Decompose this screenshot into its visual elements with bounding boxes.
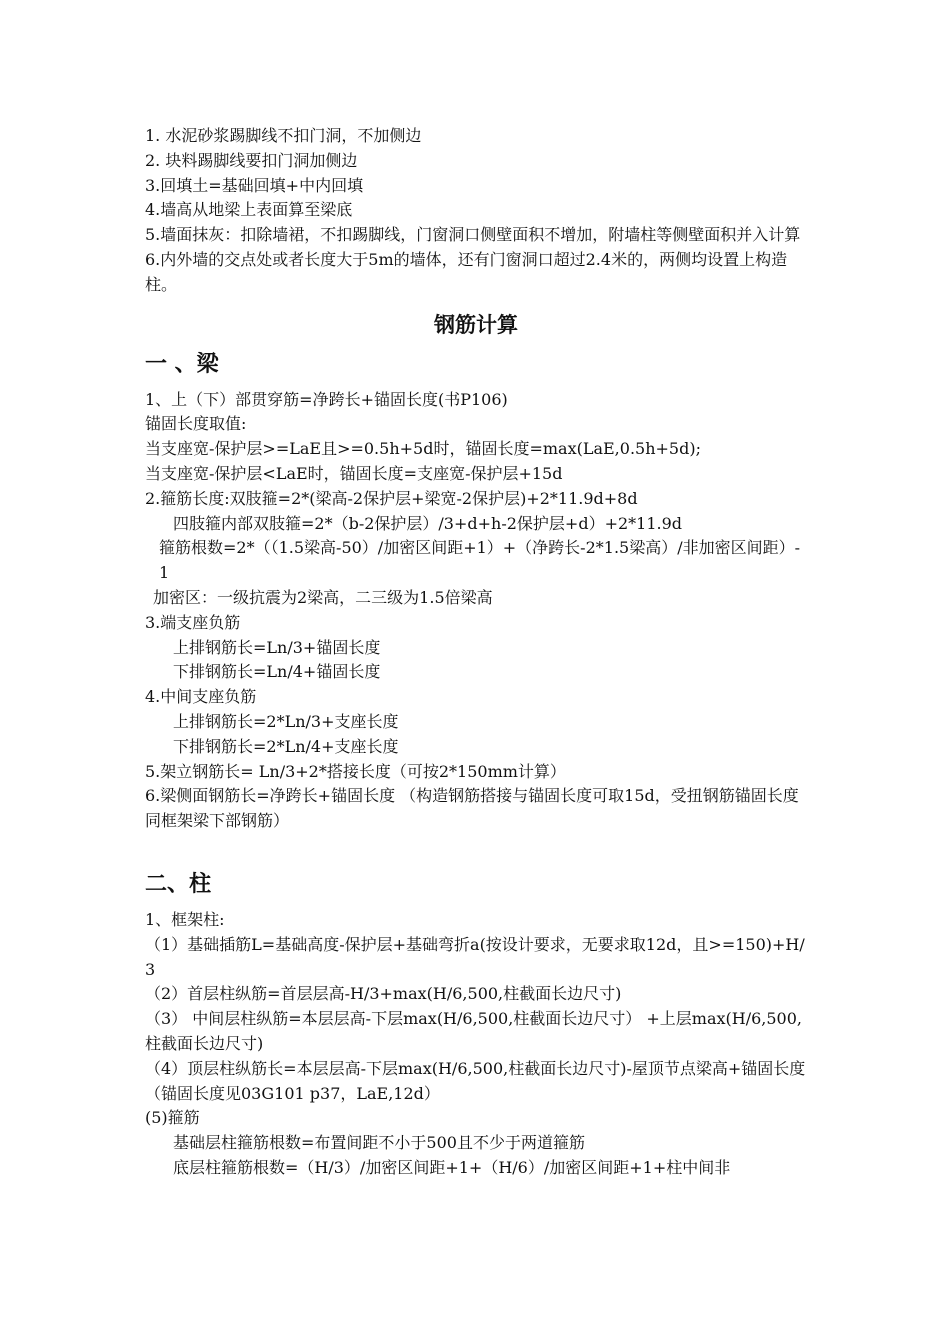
document-title: 钢筋计算	[434, 312, 518, 337]
column-line: 1、框架柱:	[145, 909, 225, 929]
beam-line: 加密区：一级抗震为2梁高，二三级为1.5倍梁高	[153, 587, 493, 607]
beam-line: 5.架立钢筋长= Ln/3+2*搭接长度（可按2*150mm计算）	[145, 761, 566, 781]
beam-section	[145, 388, 807, 834]
beam-line: 4.中间支座负筋	[145, 687, 257, 707]
intro-list	[145, 124, 807, 298]
column-section	[145, 908, 807, 1181]
column-line: （2）首层柱纵筋=首层层高-H/3+max(H/6,500,柱截面长边尺寸)	[145, 984, 622, 1004]
beam-line: 四肢箍内部双肢箍=2*（b-2保护层）/3+d+h-2保护层+d）+2*11.9d	[173, 513, 683, 533]
beam-line: 上排钢筋长=2*Ln/3+支座长度	[173, 711, 399, 731]
beam-line: 下排钢筋长=2*Ln/4+支座长度	[173, 736, 399, 756]
column-line: （4）顶层柱纵筋长=本层层高-下层max(H/6,500,柱截面长边尺寸)-屋顶节点梁高+锚固长度 （锚固长度见03G101 p37，LaE,12d）	[145, 1058, 806, 1103]
intro-item-4: 4.墙高从地梁上表面算至梁底	[145, 200, 353, 220]
intro-item-2: 2. 块料踢脚线要扣门洞加侧边	[145, 150, 358, 170]
beam-line: 当支座宽-保护层>=LaE且>=0.5h+5d时，锚固长度=max(LaE,0.5h+5d);	[145, 439, 701, 459]
beam-line: 2.箍筋长度:双肢箍=2*(梁高-2保护层+梁宽-2保护层)+2*11.9d+8d	[145, 488, 638, 508]
beam-line: 1、上（下）部贯穿筋=净跨长+锚固长度(书P106)	[145, 389, 508, 409]
beam-line: 上排钢筋长=Ln/3+锚固长度	[173, 637, 381, 657]
beam-line: 下排钢筋长=Ln/4+锚固长度	[173, 662, 381, 682]
column-line: 基础层柱箍筋根数=布置间距不小于500且不少于两道箍筋	[173, 1133, 585, 1153]
intro-item-3: 3.回填土=基础回填+中内回填	[145, 175, 364, 195]
intro-item-6: 6.内外墙的交点处或者长度大于5m的墙体，还有门窗洞口超过2.4米的，两侧均设置上构造柱。	[145, 249, 788, 294]
intro-item-1: 1. 水泥砂浆踢脚线不扣门洞，不加侧边	[145, 126, 422, 145]
document-body	[145, 124, 807, 1181]
column-line: （1）基础插筋L=基础高度-保护层+基础弯折a(按设计要求，无要求取12d，且>=150)+H/3	[145, 934, 805, 979]
column-line: (5)箍筋	[145, 1108, 200, 1128]
column-line: 底层柱箍筋根数=（H/3）/加密区间距+1+（H/6）/加密区间距+1+柱中间非	[173, 1157, 731, 1177]
section-heading-beam: 一 、梁	[145, 351, 219, 377]
beam-line: 当支座宽-保护层<LaE时，锚固长度=支座宽-保护层+15d	[145, 463, 563, 483]
column-line: （3） 中间层柱纵筋=本层层高-下层max(H/6,500,柱截面长边尺寸） +上层max(H/6,500,柱截面长边尺寸)	[145, 1009, 802, 1053]
beam-line: 锚固长度取值:	[145, 414, 247, 434]
section-heading-column: 二、柱	[145, 871, 212, 897]
beam-line: 箍筋根数=2*（（1.5梁高-50）/加密区间距+1）+（净跨长-2*1.5梁高）/非加密区间距）-1	[159, 538, 801, 583]
beam-line: 6.梁侧面钢筋长=净跨长+锚固长度 （构造钢筋搭接与锚固长度可取15d，受扭钢筋锚固长度同框架梁下部钢筋）	[145, 786, 799, 831]
intro-item-5: 5.墙面抹灰：扣除墙裙，不扣踢脚线，门窗洞口侧壁面积不增加，附墙柱等侧壁面积并入计算	[145, 225, 801, 245]
beam-line: 3.端支座负筋	[145, 612, 241, 632]
